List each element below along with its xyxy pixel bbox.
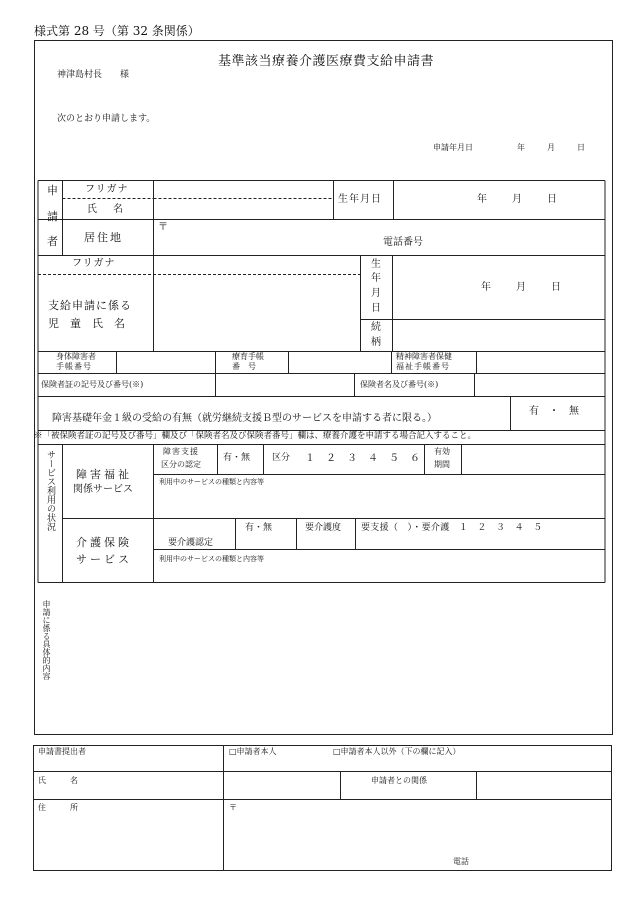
rehab-handbook-label-1: 療育手帳: [232, 352, 264, 361]
care-insurance-line2: サービス: [76, 553, 132, 566]
care-cert-yn[interactable]: 有・無: [245, 523, 273, 533]
valid-period-label-2: 期間: [434, 460, 450, 469]
specific-content-label: 申請に係る具体的内容: [42, 600, 51, 680]
application-date-year: 年: [517, 143, 525, 152]
applicant-address-field[interactable]: [154, 220, 604, 255]
physical-handbook-label-1: 身体障害者: [56, 352, 96, 361]
mental-handbook-label-1: 精神障害者保健: [396, 352, 452, 361]
child-relation-char-2: 柄: [371, 337, 381, 348]
child-birth-month: 月: [516, 282, 526, 293]
applicant-side-char-2: 請: [47, 210, 58, 223]
applicant-postal-mark: 〒: [158, 222, 168, 233]
child-name-field[interactable]: [154, 256, 360, 351]
disability-category-yn[interactable]: 有・無: [223, 453, 251, 463]
insurance-note: ※「被保険者証の記号及び番号」欄及び「保険者名及び保険者番号」欄は、療養介護を申請する場合記入すること。: [34, 431, 477, 441]
rehab-handbook-label-2: 番 号: [232, 362, 256, 371]
mental-handbook-label-2: 福祉手帳番号: [396, 362, 450, 371]
welfare-usage-field[interactable]: [154, 488, 604, 518]
care-levels[interactable]: 要支援（ ）・要介護 １ ２ ３ ４ ５: [361, 523, 543, 533]
care-usage-field[interactable]: [154, 565, 604, 582]
submitter-address-label: 住 所: [38, 803, 78, 812]
pension-question: 障害基礎年金１級の受給の有無（就労継続支援Ｂ型のサービスを申請する者に限る。）: [52, 413, 437, 424]
submitter-relation-field[interactable]: [477, 772, 611, 799]
disability-category-label-2: 区分の認定: [161, 460, 201, 469]
submitter-relation-label: 申請者との関係: [371, 776, 427, 785]
child-relation-field[interactable]: [393, 320, 604, 351]
submitter-option-other[interactable]: □申請者本人以外（下の欄に記入）: [333, 747, 461, 756]
applicant-side-char-3: 者: [47, 235, 58, 248]
application-date-month: 月: [547, 143, 555, 152]
care-insurance-line1: 介護保険: [76, 536, 132, 549]
applicant-furigana-label: フリガナ: [85, 184, 129, 195]
applicant-side-char-1: 申: [47, 184, 58, 197]
welfare-usage-label: 利用中のサービスの種類と内容等: [159, 478, 264, 486]
applicant-birth-label: 生年月日: [338, 194, 382, 205]
applicant-name-field[interactable]: [154, 181, 333, 219]
child-birth-char-3: 月: [371, 288, 381, 299]
child-birth-char-1: 生: [371, 259, 381, 270]
child-furigana-label: フリガナ: [72, 258, 116, 269]
application-date-label: 申請年月日: [433, 143, 473, 152]
applicant-address-label: 居住地: [84, 231, 123, 244]
insurer-field[interactable]: [475, 374, 604, 396]
valid-period-label-1: 有効: [434, 447, 450, 456]
physical-handbook-field[interactable]: [117, 352, 215, 373]
application-date-day: 日: [577, 143, 585, 152]
disability-category-label-1: 障害支援: [163, 447, 199, 456]
child-birth-year: 年: [481, 282, 491, 293]
intro-text: 次のとおり申請します。: [57, 114, 156, 124]
insurer-label: 保険者名及び番号(※): [360, 380, 439, 389]
mental-handbook-field[interactable]: [477, 352, 604, 373]
disability-category-label: 区分: [272, 453, 291, 463]
form-number: 様式第 28 号（第 32 条関係）: [34, 24, 200, 38]
child-birth-char-4: 日: [371, 303, 381, 314]
child-label-line1: 支給申請に係る: [48, 299, 132, 312]
care-degree-label: 要介護度: [305, 523, 342, 533]
applicant-birth-year: 年: [477, 194, 487, 205]
child-birth-char-2: 年: [371, 273, 381, 284]
child-relation-char-1: 続: [371, 322, 381, 333]
addressee: 神津島村長 様: [57, 70, 130, 80]
child-birth-field[interactable]: [393, 256, 604, 319]
submitter-address-field[interactable]: [224, 800, 611, 870]
applicant-phone-label: 電話番号: [383, 237, 423, 248]
welfare-services-line1: 障害福祉: [76, 468, 132, 481]
submitter-postal-mark: 〒: [229, 803, 237, 812]
submitter-option-self[interactable]: □申請者本人: [229, 747, 277, 756]
submitter-name-field[interactable]: [224, 772, 340, 799]
applicant-name-label: 氏 名: [87, 204, 126, 215]
applicant-birth-field[interactable]: [394, 181, 604, 219]
valid-period-field[interactable]: [462, 445, 604, 474]
welfare-services-line2: 関係サービス: [73, 484, 133, 495]
pension-answer-options[interactable]: 有 ・ 無: [529, 406, 579, 417]
disability-category-levels[interactable]: １ ２ ３ ４ ５ ６: [305, 453, 421, 464]
page-title: 基準該当療養介護医療費支給申請書: [218, 54, 435, 69]
applicant-birth-day: 日: [547, 194, 557, 205]
child-label-line2: 児 童 氏 名: [48, 317, 125, 330]
applicant-birth-month: 月: [512, 194, 522, 205]
child-birth-day: 日: [551, 282, 561, 293]
rehab-handbook-field[interactable]: [289, 352, 391, 373]
services-side-label: サービス利用の状況: [45, 450, 55, 531]
care-usage-label: 利用中のサービスの種類と内容等: [159, 555, 264, 563]
submitter-name-label: 氏 名: [38, 776, 78, 785]
submitter-phone-label: 電話: [453, 857, 469, 866]
care-cert-label: 要介護認定: [168, 538, 214, 548]
submitter-label: 申請書提出者: [38, 747, 86, 756]
insurance-card-field[interactable]: [216, 374, 354, 396]
specific-content-field[interactable]: [56, 590, 604, 730]
physical-handbook-label-2: 手帳番号: [56, 362, 92, 371]
insurance-card-label: 保険者証の記号及び番号(※): [41, 380, 144, 389]
